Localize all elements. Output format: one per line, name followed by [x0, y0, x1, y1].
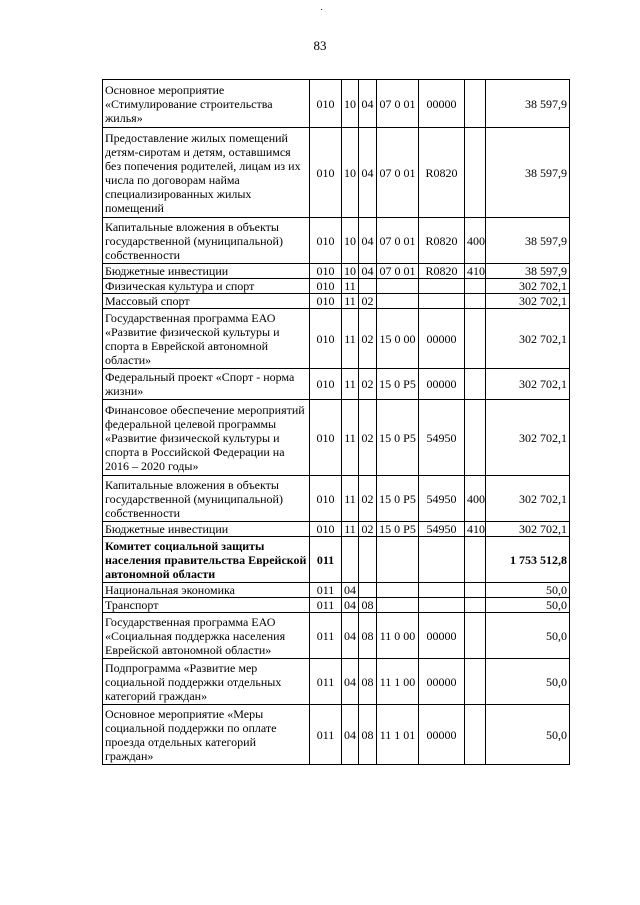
- expense-type-cell: 410: [465, 522, 486, 537]
- table-row: [103, 598, 570, 613]
- expense-type-cell: [465, 705, 486, 765]
- section-code-cell: 04: [342, 598, 359, 613]
- ministry-code-cell: 011: [310, 598, 342, 613]
- table-row: [103, 218, 570, 264]
- subsection-code-cell: 02: [359, 369, 377, 400]
- amount-cell: 38 597,9: [486, 218, 570, 264]
- table-row: [103, 369, 570, 400]
- expense-type-cell: [465, 279, 486, 294]
- table-row: [103, 309, 570, 369]
- table-row: [103, 400, 570, 476]
- target-article-cell: 07 0 01: [377, 218, 419, 264]
- subsection-code-cell: 04: [359, 264, 377, 279]
- target-article-cell: 11 0 00: [377, 613, 419, 659]
- amount-cell: 302 702,1: [486, 294, 570, 309]
- table-row: [103, 264, 570, 279]
- amount-cell: 302 702,1: [486, 476, 570, 522]
- ministry-code-cell: 010: [310, 80, 342, 128]
- target-article-suffix-cell: 00000: [419, 705, 465, 765]
- target-article-suffix-cell: [419, 294, 465, 309]
- ministry-code-cell: 011: [310, 659, 342, 705]
- target-article-cell: 11 1 00: [377, 659, 419, 705]
- expense-type-cell: [465, 400, 486, 476]
- subsection-code-cell: [359, 537, 377, 583]
- row-name-cell: Комитет социальной защиты населения правительства Еврейской автономной области: [103, 537, 310, 583]
- target-article-suffix-cell: 00000: [419, 613, 465, 659]
- section-code-cell: 11: [342, 522, 359, 537]
- target-article-suffix-cell: R0820: [419, 218, 465, 264]
- expense-type-cell: 400: [465, 476, 486, 522]
- section-code-cell: 10: [342, 128, 359, 218]
- target-article-suffix-cell: R0820: [419, 128, 465, 218]
- row-name-cell: Основное мероприятие «Меры социальной поддержки по оплате проезда отдельных категорий граждан»: [103, 705, 310, 765]
- table-row: [103, 128, 570, 218]
- row-name-cell: Основное мероприятие «Стимулирование строительства жилья»: [103, 80, 310, 128]
- target-article-cell: 15 0 P5: [377, 476, 419, 522]
- subsection-code-cell: 02: [359, 522, 377, 537]
- target-article-suffix-cell: [419, 598, 465, 613]
- target-article-suffix-cell: 00000: [419, 80, 465, 128]
- subsection-code-cell: 08: [359, 705, 377, 765]
- section-code-cell: 04: [342, 613, 359, 659]
- table-row: [103, 583, 570, 598]
- ministry-code-cell: 010: [310, 309, 342, 369]
- row-name-cell: Финансовое обеспечение мероприятий федеральной целевой программы «Развитие физической культуры и спорта в Российской Федерации на 2016 – 2020 годы»: [103, 400, 310, 476]
- target-article-suffix-cell: 00000: [419, 659, 465, 705]
- ministry-code-cell: 011: [310, 613, 342, 659]
- section-code-cell: 04: [342, 583, 359, 598]
- subsection-code-cell: 08: [359, 598, 377, 613]
- subsection-code-cell: [359, 279, 377, 294]
- expense-type-cell: [465, 294, 486, 309]
- section-code-cell: 04: [342, 659, 359, 705]
- target-article-suffix-cell: 54950: [419, 522, 465, 537]
- section-code-cell: 11: [342, 294, 359, 309]
- target-article-cell: 07 0 01: [377, 128, 419, 218]
- target-article-cell: 07 0 01: [377, 80, 419, 128]
- ministry-code-cell: 010: [310, 128, 342, 218]
- amount-cell: 50,0: [486, 613, 570, 659]
- target-article-cell: 15 0 00: [377, 309, 419, 369]
- table-row: [103, 705, 570, 765]
- ministry-code-cell: 010: [310, 522, 342, 537]
- amount-cell: 50,0: [486, 659, 570, 705]
- expense-type-cell: 400: [465, 218, 486, 264]
- page-mark: ˙: [320, 8, 324, 19]
- table-row: [103, 537, 570, 583]
- section-code-cell: 11: [342, 309, 359, 369]
- expense-type-cell: [465, 659, 486, 705]
- row-name-cell: Капитальные вложения в объекты государственной (муниципальной) собственности: [103, 476, 310, 522]
- section-code-cell: 10: [342, 264, 359, 279]
- row-name-cell: Национальная экономика: [103, 583, 310, 598]
- target-article-cell: [377, 598, 419, 613]
- target-article-suffix-cell: 54950: [419, 400, 465, 476]
- amount-cell: 50,0: [486, 705, 570, 765]
- expense-type-cell: [465, 80, 486, 128]
- amount-cell: 38 597,9: [486, 80, 570, 128]
- table-row: [103, 294, 570, 309]
- section-code-cell: 11: [342, 369, 359, 400]
- amount-cell: 302 702,1: [486, 279, 570, 294]
- table-row: [103, 476, 570, 522]
- row-name-cell: Подпрограмма «Развитие мер социальной поддержки отдельных категорий граждан»: [103, 659, 310, 705]
- amount-cell: 302 702,1: [486, 369, 570, 400]
- amount-cell: 50,0: [486, 598, 570, 613]
- target-article-suffix-cell: 00000: [419, 309, 465, 369]
- table-row: [103, 80, 570, 128]
- subsection-code-cell: 08: [359, 659, 377, 705]
- target-article-cell: 07 0 01: [377, 264, 419, 279]
- table-row: [103, 522, 570, 537]
- row-name-cell: Государственная программа ЕАО «Развитие физической культуры и спорта в Еврейской автономной области»: [103, 309, 310, 369]
- target-article-cell: 11 1 01: [377, 705, 419, 765]
- target-article-cell: 15 0 P5: [377, 400, 419, 476]
- expense-type-cell: [465, 598, 486, 613]
- amount-cell: 38 597,9: [486, 264, 570, 279]
- expense-type-cell: [465, 369, 486, 400]
- target-article-suffix-cell: [419, 537, 465, 583]
- budget-table: [102, 79, 570, 765]
- section-code-cell: [342, 537, 359, 583]
- expense-type-cell: 410: [465, 264, 486, 279]
- target-article-cell: [377, 279, 419, 294]
- ministry-code-cell: 011: [310, 705, 342, 765]
- subsection-code-cell: 08: [359, 613, 377, 659]
- amount-cell: 302 702,1: [486, 400, 570, 476]
- table-row: [103, 613, 570, 659]
- row-name-cell: Бюджетные инвестиции: [103, 522, 310, 537]
- expense-type-cell: [465, 309, 486, 369]
- target-article-suffix-cell: 00000: [419, 369, 465, 400]
- section-code-cell: 11: [342, 476, 359, 522]
- ministry-code-cell: 010: [310, 218, 342, 264]
- ministry-code-cell: 010: [310, 294, 342, 309]
- row-name-cell: Массовый спорт: [103, 294, 310, 309]
- amount-cell: 302 702,1: [486, 522, 570, 537]
- target-article-cell: [377, 583, 419, 598]
- target-article-suffix-cell: R0820: [419, 264, 465, 279]
- target-article-cell: 15 0 P5: [377, 369, 419, 400]
- section-code-cell: 04: [342, 705, 359, 765]
- amount-cell: 50,0: [486, 583, 570, 598]
- subsection-code-cell: 04: [359, 218, 377, 264]
- ministry-code-cell: 010: [310, 400, 342, 476]
- row-name-cell: Капитальные вложения в объекты государственной (муниципальной) собственности: [103, 218, 310, 264]
- subsection-code-cell: 04: [359, 128, 377, 218]
- target-article-cell: [377, 537, 419, 583]
- row-name-cell: Предоставление жилых помещений детям-сиротам и детям, оставшимся без попечения родителей, лицам из их числа по договорам найма специализированных жилых помещений: [103, 128, 310, 218]
- expense-type-cell: [465, 583, 486, 598]
- target-article-cell: [377, 294, 419, 309]
- target-article-cell: 15 0 P5: [377, 522, 419, 537]
- row-name-cell: Физическая культура и спорт: [103, 279, 310, 294]
- expense-type-cell: [465, 128, 486, 218]
- section-code-cell: 11: [342, 279, 359, 294]
- target-article-suffix-cell: [419, 279, 465, 294]
- section-code-cell: 10: [342, 218, 359, 264]
- row-name-cell: Бюджетные инвестиции: [103, 264, 310, 279]
- ministry-code-cell: 010: [310, 279, 342, 294]
- subsection-code-cell: 02: [359, 309, 377, 369]
- amount-cell: 38 597,9: [486, 128, 570, 218]
- row-name-cell: Транспорт: [103, 598, 310, 613]
- section-code-cell: 11: [342, 400, 359, 476]
- subsection-code-cell: 04: [359, 80, 377, 128]
- page-number: 83: [313, 38, 327, 53]
- ministry-code-cell: 010: [310, 369, 342, 400]
- target-article-suffix-cell: 54950: [419, 476, 465, 522]
- table-row: [103, 659, 570, 705]
- amount-cell: 1 753 512,8: [486, 537, 570, 583]
- subsection-code-cell: 02: [359, 294, 377, 309]
- section-code-cell: 10: [342, 80, 359, 128]
- row-name-cell: Государственная программа ЕАО «Социальная поддержка населения Еврейской автономной области»: [103, 613, 310, 659]
- ministry-code-cell: 010: [310, 264, 342, 279]
- ministry-code-cell: 010: [310, 476, 342, 522]
- ministry-code-cell: 011: [310, 583, 342, 598]
- ministry-code-cell: 011: [310, 537, 342, 583]
- subsection-code-cell: [359, 583, 377, 598]
- target-article-suffix-cell: [419, 583, 465, 598]
- amount-cell: 302 702,1: [486, 309, 570, 369]
- subsection-code-cell: 02: [359, 476, 377, 522]
- row-name-cell: Федеральный проект «Спорт - норма жизни»: [103, 369, 310, 400]
- expense-type-cell: [465, 537, 486, 583]
- expense-type-cell: [465, 613, 486, 659]
- table-row: [103, 279, 570, 294]
- subsection-code-cell: 02: [359, 400, 377, 476]
